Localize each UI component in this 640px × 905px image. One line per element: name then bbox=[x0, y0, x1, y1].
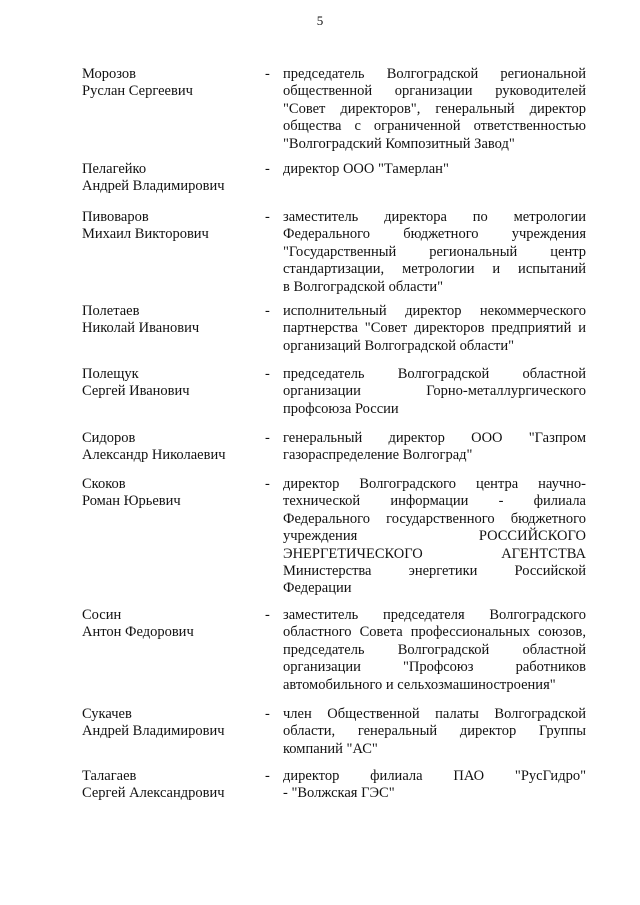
separator-dash: - bbox=[265, 476, 270, 492]
position-line: Федерации bbox=[283, 580, 352, 597]
member-given-names: Руслан Сергеевич bbox=[82, 83, 193, 100]
member-surname: Пивоваров bbox=[82, 209, 149, 225]
member-name bbox=[82, 366, 257, 401]
member-surname: Полещук bbox=[82, 366, 139, 382]
member-name bbox=[82, 66, 257, 101]
position-line: председатель Волгоградской региональной bbox=[283, 66, 586, 82]
member-surname: Полетаев bbox=[82, 303, 140, 319]
member-position bbox=[283, 161, 586, 178]
member-name bbox=[82, 768, 257, 803]
position-line: директор филиала ПАО "РусГидро" bbox=[283, 768, 586, 784]
position-line: профсоюза России bbox=[283, 400, 399, 417]
member-given-names: Антон Федорович bbox=[82, 624, 194, 641]
member-position bbox=[283, 476, 586, 598]
position-line: "Волгоградский Композитный Завод" bbox=[283, 135, 515, 152]
member-given-names: Сергей Иванович bbox=[82, 383, 190, 400]
position-line: Федерального государственного бюджетного bbox=[283, 510, 586, 527]
page-number: 5 bbox=[316, 13, 324, 28]
member-given-names: Андрей Владимирович bbox=[82, 178, 225, 195]
position-line: общества с ограниченной ответственностью bbox=[283, 118, 586, 135]
position-line: "Государственный региональный центр bbox=[283, 243, 586, 260]
member-given-names: Роман Юрьевич bbox=[82, 493, 181, 510]
member-position bbox=[283, 366, 586, 418]
position-line: председатель Волгоградской областной bbox=[283, 641, 586, 658]
member-position bbox=[283, 303, 586, 355]
position-line: председатель Волгоградской областной bbox=[283, 366, 586, 382]
separator-dash: - bbox=[265, 209, 270, 225]
member-given-names: Николай Иванович bbox=[82, 320, 200, 337]
member-position bbox=[283, 209, 586, 296]
separator-dash: - bbox=[265, 366, 270, 382]
position-line: заместитель директора по метрологии bbox=[283, 209, 586, 225]
member-position bbox=[283, 768, 586, 803]
member-name bbox=[82, 430, 257, 465]
position-line: исполнительный директор некоммерческого bbox=[283, 303, 586, 319]
member-name bbox=[82, 161, 257, 196]
position-line: стандартизации, метрологии и испытаний bbox=[283, 261, 586, 278]
position-line: Министерства энергетики Российской bbox=[283, 563, 586, 580]
member-given-names: Андрей Владимирович bbox=[82, 723, 225, 740]
separator-dash: - bbox=[265, 607, 270, 623]
separator-dash: - bbox=[265, 706, 270, 722]
member-name bbox=[82, 607, 257, 642]
position-line: областного Совета профессиональных союзов, bbox=[283, 624, 586, 641]
member-given-names: Сергей Александрович bbox=[82, 785, 225, 802]
member-surname: Скоков bbox=[82, 476, 126, 492]
position-line: генеральный директор ООО "Газпром bbox=[283, 430, 586, 446]
position-line: организации "Профсоюз работников bbox=[283, 659, 586, 676]
separator-dash: - bbox=[265, 66, 270, 82]
position-line: Федерального бюджетного учреждения bbox=[283, 226, 586, 243]
position-line: "Совет директоров", генеральный директор bbox=[283, 100, 586, 117]
position-line: директор ООО "Тамерлан" bbox=[283, 161, 449, 177]
member-name bbox=[82, 706, 257, 741]
position-line: - "Волжская ГЭС" bbox=[283, 785, 395, 802]
position-line: учреждения РОССИЙСКОГО bbox=[283, 528, 586, 545]
member-name bbox=[82, 476, 257, 511]
position-line: общественной организации руководителей bbox=[283, 83, 586, 100]
member-given-names: Михаил Викторович bbox=[82, 226, 209, 243]
separator-dash: - bbox=[265, 303, 270, 319]
separator-dash: - bbox=[265, 161, 270, 177]
position-line: организаций Волгоградской области" bbox=[283, 337, 515, 354]
position-line: член Общественной палаты Волгоградской bbox=[283, 706, 586, 722]
member-surname: Морозов bbox=[82, 66, 137, 82]
position-line: в Волгоградской области" bbox=[283, 278, 444, 295]
member-name bbox=[82, 209, 257, 244]
position-line: заместитель председателя Волгоградского bbox=[283, 607, 586, 623]
position-line: партнерства "Совет директоров предприятий и bbox=[283, 320, 586, 337]
member-position bbox=[283, 66, 586, 153]
member-position bbox=[283, 607, 586, 694]
member-surname: Талагаев bbox=[82, 768, 137, 784]
separator-dash: - bbox=[265, 430, 270, 446]
position-line: автомобильного и сельхозмашиностроения" bbox=[283, 676, 556, 693]
member-surname: Пелагейко bbox=[82, 161, 147, 177]
member-position bbox=[283, 706, 586, 758]
member-name bbox=[82, 303, 257, 338]
position-line: технической информации - филиала bbox=[283, 493, 586, 510]
member-position bbox=[283, 430, 586, 465]
member-surname: Сосин bbox=[82, 607, 122, 623]
position-line: ЭНЕРГЕТИЧЕСКОГО АГЕНТСТВА bbox=[283, 545, 586, 562]
position-line: газораспределение Волгоград" bbox=[283, 447, 473, 464]
member-surname: Сукачев bbox=[82, 706, 132, 722]
position-line: области, генеральный директор Группы bbox=[283, 723, 586, 740]
position-line: компаний "АС" bbox=[283, 740, 378, 757]
position-line: организации Горно-металлургического bbox=[283, 383, 586, 400]
member-surname: Сидоров bbox=[82, 430, 136, 446]
separator-dash: - bbox=[265, 768, 270, 784]
member-given-names: Александр Николаевич bbox=[82, 447, 226, 464]
position-line: директор Волгоградского центра научно- bbox=[283, 476, 586, 492]
